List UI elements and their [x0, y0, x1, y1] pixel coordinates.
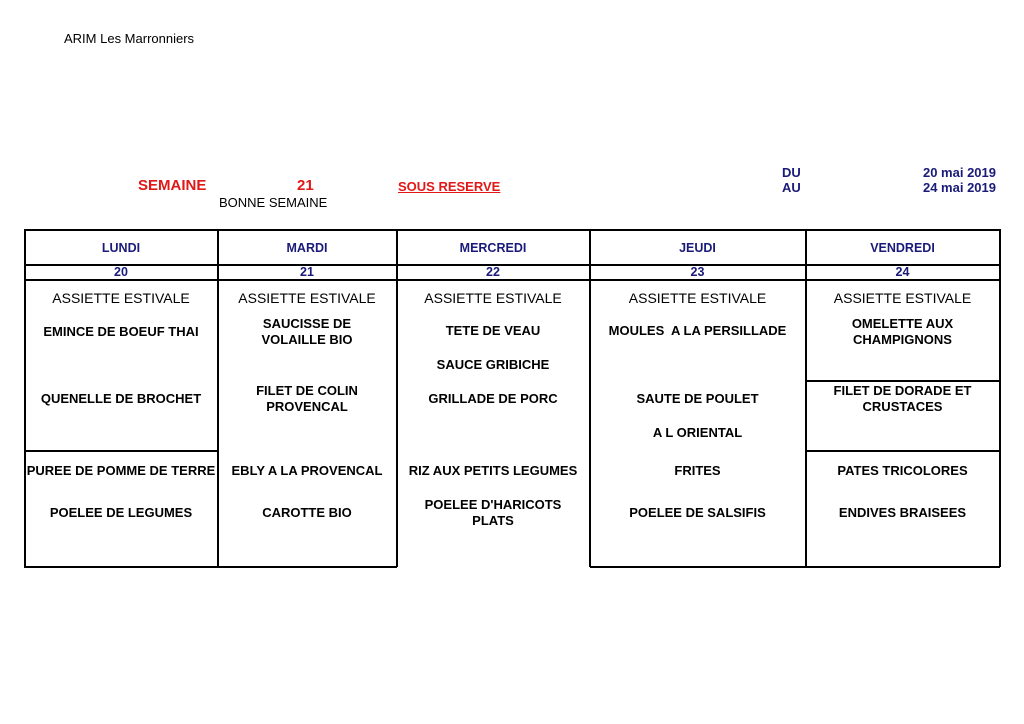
side-dish: POELEE DE SALSIFIS	[629, 505, 766, 520]
main-dish-suffix: A L ORIENTAL	[652, 425, 743, 440]
side-dish: PUREE DE POMME DE TERRE	[26, 463, 216, 478]
day-name-jeudi: JEUDI	[679, 240, 716, 255]
side-dish: PATES TRICOLORES	[837, 463, 968, 478]
main-dish: SAUTE DE POULET	[636, 391, 759, 406]
to-date: 24 mai 2019	[922, 180, 996, 195]
main-dish: OMELETTE AUX CHAMPIGNONS	[851, 316, 954, 347]
side-dish: RIZ AUX PETITS LEGUMES	[408, 463, 578, 478]
day-name-mercredi: MERCREDI	[459, 240, 527, 255]
day-date-mercredi: 22	[486, 265, 500, 279]
main-dish: TETE DE VEAU	[445, 323, 541, 338]
starter: ASSIETTE ESTIVALE	[628, 290, 767, 306]
main-dish: GRILLADE DE PORC	[428, 391, 558, 406]
day-date-lundi: 20	[114, 265, 128, 279]
main-dish: EMINCE DE BOEUF THAI	[43, 324, 199, 339]
starter: ASSIETTE ESTIVALE	[424, 290, 562, 306]
sauce: SAUCE GRIBICHE	[436, 357, 550, 372]
table-border-bottom	[24, 566, 397, 568]
day-date-jeudi: 23	[690, 265, 705, 279]
reserve-note: SOUS RESERVE	[398, 179, 501, 194]
side-dish: POELEE D'HARICOTS PLATS	[424, 497, 562, 528]
starter: ASSIETTE ESTIVALE	[833, 290, 972, 306]
main-dish: SAUCISSE DE VOLAILLE BIO	[261, 316, 353, 347]
side-dish: FRITES	[674, 463, 721, 478]
from-label: DU	[782, 165, 801, 180]
side-dish: EBLY A LA PROVENCAL	[231, 463, 383, 478]
day-name-vendredi: VENDREDI	[870, 240, 935, 255]
week-number: 21	[297, 177, 314, 194]
side-dish: POELEE DE LEGUMES	[49, 505, 193, 520]
greeting: BONNE SEMAINE	[219, 195, 328, 210]
side-dish: CAROTTE BIO	[262, 505, 352, 520]
main-dish: FILET DE COLIN PROVENCAL	[256, 383, 358, 414]
table-rule	[806, 450, 1000, 452]
day-date-vendredi: 24	[895, 265, 910, 279]
day-name-mardi: MARDI	[286, 240, 328, 255]
week-label: SEMAINE	[138, 177, 207, 194]
table-rule	[24, 279, 1000, 281]
day-name-lundi: LUNDI	[101, 240, 141, 255]
table-rule	[24, 450, 218, 452]
starter: ASSIETTE ESTIVALE	[52, 290, 190, 306]
table-border-right	[999, 229, 1001, 567]
from-date: 20 mai 2019	[922, 165, 996, 180]
main-dish: MOULES A LA PERSILLADE	[608, 323, 787, 338]
main-dish: FILET DE DORADE ET CRUSTACES	[833, 383, 972, 414]
main-dish: QUENELLE DE BROCHET	[40, 391, 202, 406]
table-border-bottom	[590, 566, 1000, 568]
day-date-mardi: 21	[300, 265, 314, 279]
starter: ASSIETTE ESTIVALE	[238, 290, 376, 306]
side-dish: ENDIVES BRAISEES	[838, 505, 967, 520]
organization-name: ARIM Les Marronniers	[64, 31, 195, 46]
to-label: AU	[782, 180, 801, 195]
